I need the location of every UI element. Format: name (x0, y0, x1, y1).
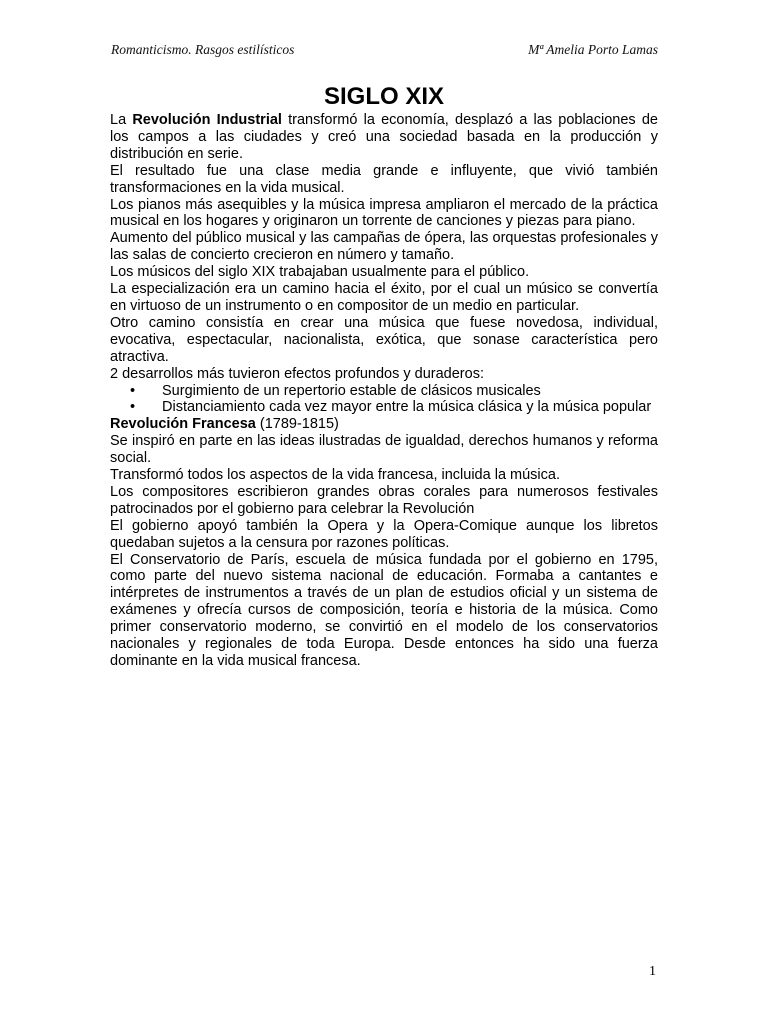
document-body (110, 112, 658, 670)
paragraph: El Conservatorio de París, escuela de música fundada por el gobierno en 1795, como parte del nuevo sistema nacional de educación. Formaba a cantantes e intérpretes de instrumentos a través de un plan de estudios oficial y un sistema de exámenes y ofrecía cursos de composición, teoría e historia de la música. Como primer conservatorio moderno, se convirtió en el modelo de los conservatorios nacionales y regionales de toda Europa. Desde entonces ha sido una fuerza dominante en la vida musical francesa. (110, 551, 658, 669)
bold-term: Revolución Industrial (132, 112, 282, 128)
paragraph: El gobierno apoyó también la Opera y la Opera-Comique aunque los libretos quedaban sujetos a la censura por razones políticas. (110, 517, 658, 551)
document-title: SIGLO XIX (323, 83, 445, 110)
bullet-icon: • (130, 382, 136, 399)
page-number: 1 (649, 964, 656, 979)
list-item: • Distanciamiento cada vez mayor entre la música clásica y la música popular (130, 399, 652, 416)
paragraph: La Revolución Industrial transformó la economía, desplazó a las poblaciones de los campos a las ciudades y creó una sociedad basada en la producción y distribución en serie. (110, 112, 658, 162)
paragraph: Los pianos más asequibles y la música impresa ampliaron el mercado de la práctica musical en los hogares y originaron un torrente de canciones y piezas para piano. (110, 196, 658, 230)
page-header (111, 42, 658, 58)
list-item: • Surgimiento de un repertorio estable de clásicos musicales (130, 382, 541, 399)
section-heading: Revolución Francesa (1789-1815) (110, 416, 339, 433)
paragraph: Los músicos del siglo XIX trabajaban usualmente para el público. (110, 264, 530, 281)
header-left-text: Romanticismo. Rasgos estilísticos (111, 42, 295, 57)
paragraph: Otro camino consistía en crear una música que fuese novedosa, individual, evocativa, espectacular, nacionalista, exótica, que sonase característica pero atractiva. (110, 314, 658, 365)
bold-term: Revolución Francesa (110, 416, 256, 433)
bullet-icon: • (130, 399, 136, 416)
paragraph: Aumento del público musical y las campañas de ópera, las orquestas profesionales y las salas de concierto crecieron en número y tamaño. (110, 230, 658, 264)
header-right-text: Mª Amelia Porto Lamas (528, 42, 658, 57)
paragraph: El resultado fue una clase media grande e influyente, que vivió también transformaciones en la vida musical. (110, 162, 658, 196)
paragraph: Los compositores escribieron grandes obras corales para numerosos festivales patrocinados por el gobierno para celebrar la Revolución (110, 483, 658, 517)
paragraph: Se inspiró en parte en las ideas ilustradas de igualdad, derechos humanos y reforma social. (110, 433, 658, 467)
paragraph: Transformó todos los aspectos de la vida francesa, incluida la música. (110, 467, 560, 484)
bullet-list (110, 383, 658, 417)
paragraph: La especialización era un camino hacia el éxito, por el cual un músico se convertía en virtuoso de un instrumento o en compositor de un medio en particular. (110, 281, 658, 314)
paragraph: 2 desarrollos más tuvieron efectos profundos y duraderos: (110, 365, 484, 382)
